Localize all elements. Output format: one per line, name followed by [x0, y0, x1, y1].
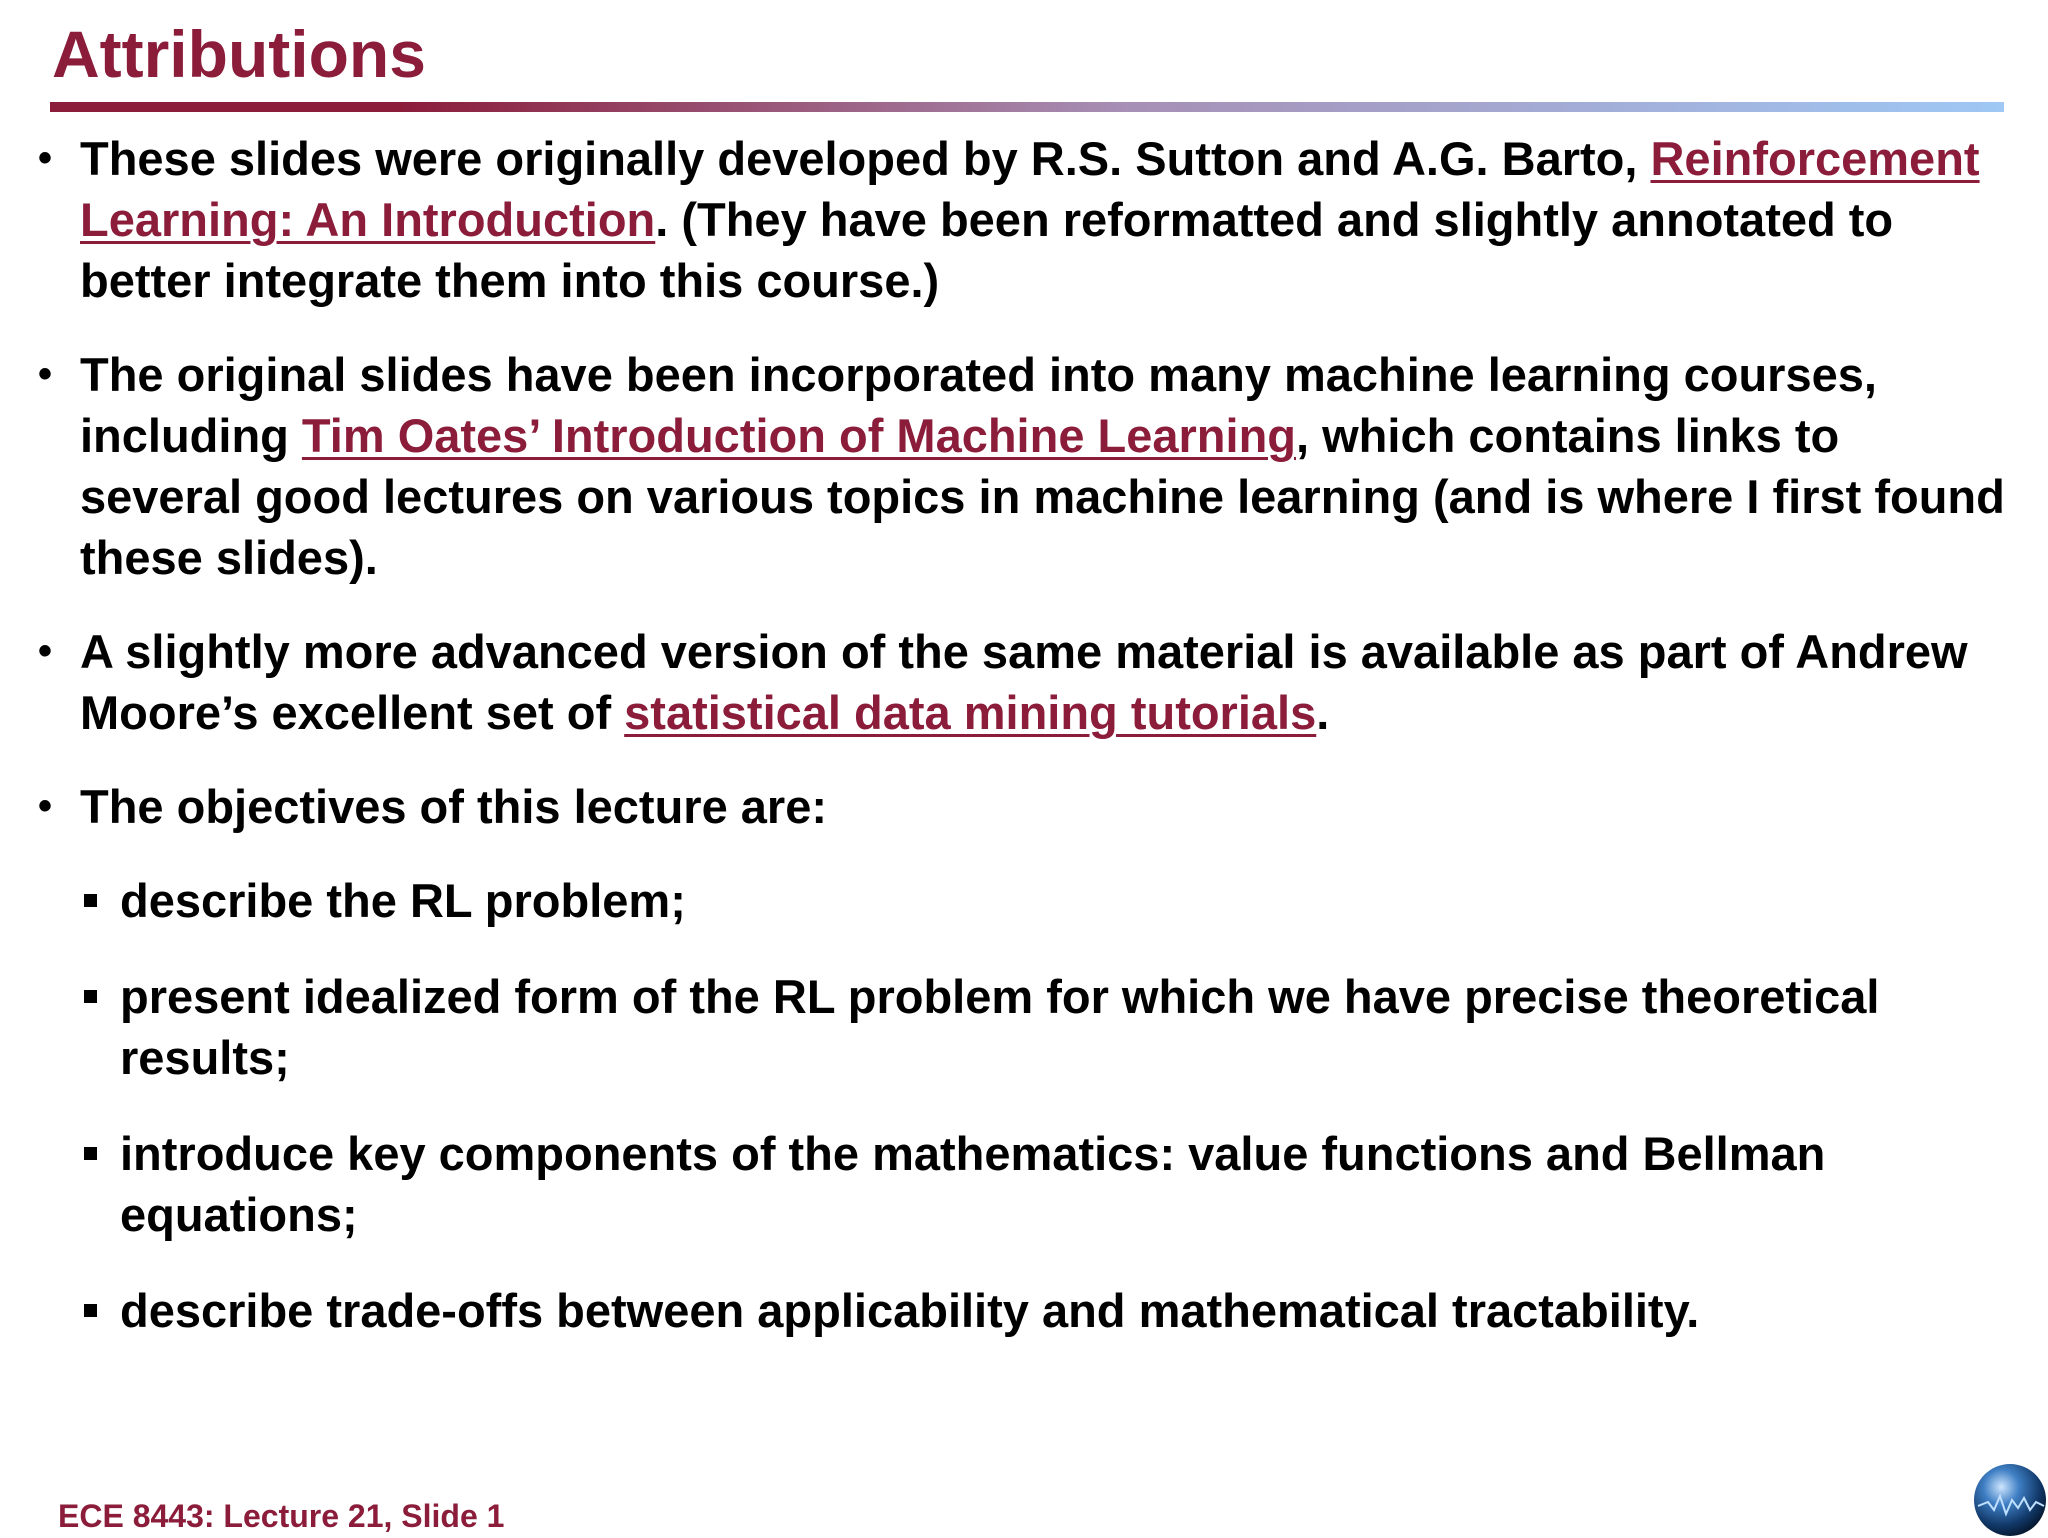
- square-bullet-icon: [84, 990, 97, 1003]
- objective-text: describe the RL problem;: [120, 874, 686, 927]
- bullet-text: These slides were originally developed by R.S. Sutton and A.G. Barto,: [80, 132, 1651, 185]
- data-mining-tutorials-link[interactable]: statistical data mining tutorials: [624, 686, 1317, 739]
- title-rule: [50, 102, 2004, 112]
- objective-item: [38, 966, 2008, 1088]
- bullet-marker: •: [38, 629, 53, 673]
- bullet-marker: •: [38, 784, 53, 828]
- square-bullet-icon: [84, 1304, 97, 1317]
- bullet-text: .: [1316, 686, 1330, 739]
- bullet-text: A slightly more advanced version of the same material is available as part of Andrew Moore’s excellent set of: [80, 625, 1968, 739]
- objective-item: [38, 1280, 2008, 1341]
- slide-title: Attributions: [52, 17, 426, 91]
- tim-oates-course-link[interactable]: Tim Oates’ Introduction of Machine Learning: [301, 409, 1296, 462]
- bullet-text: The objectives of this lecture are:: [80, 780, 827, 833]
- bullet-text: . (They have been reformatted and slightly annotated to better integrate them into this course.): [80, 193, 1894, 307]
- square-bullet-icon: [84, 1147, 97, 1160]
- bullet-item: [38, 776, 2008, 837]
- bullet-item: [38, 344, 2008, 588]
- bullet-marker: •: [38, 136, 53, 180]
- objective-text: describe trade-offs between applicability and mathematical tractability.: [120, 1284, 1700, 1337]
- objective-item: [38, 870, 2008, 931]
- globe-icon: [1972, 1462, 2048, 1538]
- bullet-marker: •: [38, 352, 53, 396]
- objective-text: present idealized form of the RL problem for which we have precise theoretical results;: [120, 970, 1880, 1084]
- objective-item: [38, 1123, 2008, 1245]
- objective-text: introduce key components of the mathematics: value functions and Bellman equations;: [120, 1127, 1826, 1241]
- bullet-item: [38, 621, 2008, 743]
- bullet-item: [38, 128, 2008, 311]
- bullet-text: The original slides have been incorporated into many machine learning courses, including: [80, 348, 1877, 462]
- slide-content: [38, 128, 2008, 1376]
- slide-footer: ECE 8443: Lecture 21, Slide 1: [58, 1498, 505, 1534]
- sutton-barto-book-link[interactable]: Reinforcement Learning: An Introduction: [80, 132, 1980, 246]
- square-bullet-icon: [84, 894, 97, 907]
- bullet-text: , which contains links to several good lectures on various topics in machine learning (and is where I first found these slides).: [80, 409, 2005, 584]
